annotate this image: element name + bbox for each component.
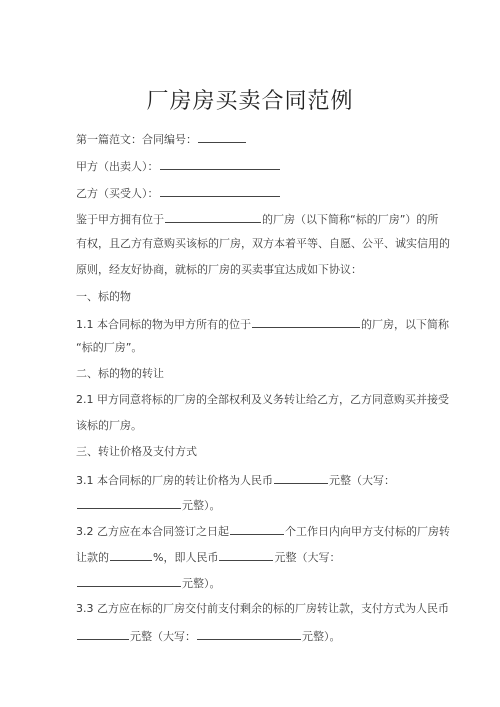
clause-3-1-text-c: 元整）。 <box>182 499 221 512</box>
page-title: 厂房房买卖合同范例 <box>146 89 354 114</box>
section-heading-1-text: 一、标的物 <box>76 290 131 303</box>
party-b-blank[interactable] <box>160 185 280 197</box>
clause-3-3-text-c: 元整）。 <box>302 630 341 643</box>
clause-3-2-text-e: 元整（大写： <box>274 551 341 564</box>
party-a-label: 甲方（出卖人）： <box>76 160 159 173</box>
clause-3-1-amount-words-blank[interactable] <box>77 497 181 509</box>
clause-1-1-text-b: 的厂房，以下简称 <box>361 318 449 331</box>
section-heading-1 <box>76 290 131 304</box>
clause-2-1-line-1 <box>76 393 449 407</box>
clause-1-1-line-1 <box>76 316 449 332</box>
clause-3-3-text-b: 元整（大写： <box>130 630 196 643</box>
clause-3-2-text-f: 元整）。 <box>182 577 221 590</box>
intro-text-1a: 鉴于甲方拥有位于 <box>76 213 164 226</box>
clause-1-1-line-2 <box>76 341 142 355</box>
contract-number-line <box>76 131 247 147</box>
clause-3-2-text-b: 个工作日内向甲方支付标的厂房转 <box>285 525 450 538</box>
contract-number-blank[interactable] <box>198 131 246 143</box>
intro-line-2 <box>76 237 450 251</box>
clause-3-3-amount-blank[interactable] <box>77 628 129 640</box>
party-b-label: 乙方（买受人）： <box>76 187 159 200</box>
clause-3-2-line-3 <box>76 575 221 591</box>
clause-3-3-amount-words-blank[interactable] <box>197 628 301 640</box>
clause-1-1-location-blank[interactable] <box>252 316 360 328</box>
clause-3-1-text-a: 3.1 本合同标的厂房的转让价格为人民币 <box>76 474 273 487</box>
party-a-line <box>76 158 281 174</box>
clause-1-1-text-a: 1.1 本合同标的物为甲方所有的位于 <box>76 318 251 331</box>
clause-3-2-percent-blank[interactable] <box>110 549 152 561</box>
contract-number-label: 第一篇范文：合同编号： <box>76 133 197 146</box>
clause-3-2-line-1 <box>76 523 450 539</box>
clause-3-2-text-c: 让款的 <box>76 551 109 564</box>
clause-3-2-days-blank[interactable] <box>230 523 284 535</box>
intro-text-1b: 的厂房（以下简称“标的厂房”）的所 <box>262 213 439 226</box>
clause-2-1-text-a: 2.1 甲方同意将标的厂房的全部权利及义务转让给乙方，乙方同意购买并接受 <box>76 393 449 406</box>
party-b-line <box>76 185 281 201</box>
intro-text-3: 原则，经友好协商，就标的厂房的买卖事宜达成如下协议： <box>76 263 362 276</box>
clause-3-2-text-d: %，即人民币 <box>153 551 219 564</box>
section-heading-2 <box>76 367 164 381</box>
location-blank[interactable] <box>165 211 261 223</box>
clause-2-1-line-2 <box>76 419 142 433</box>
clause-3-1-amount-blank[interactable] <box>274 472 328 484</box>
section-heading-3-text: 三、转让价格及支付方式 <box>76 445 197 458</box>
clause-3-2-text-a: 3.2 乙方应在本合同签订之日起 <box>76 525 229 538</box>
intro-line-3 <box>76 263 362 277</box>
clause-3-1-line-1 <box>76 472 395 488</box>
clause-3-3-line-2 <box>76 628 341 644</box>
clause-3-3-text-a: 3.3 乙方应在标的厂房交付前支付剩余的标的厂房转让款，支付方式为人民币 <box>76 602 449 615</box>
clause-3-2-line-2 <box>76 549 340 565</box>
clause-3-2-amount-words-blank[interactable] <box>77 575 181 587</box>
clause-3-1-text-b: 元整（大写： <box>329 474 395 487</box>
intro-line-1 <box>76 211 438 227</box>
clause-3-1-line-2 <box>76 497 221 513</box>
clause-3-2-amount-blank[interactable] <box>219 549 273 561</box>
clause-3-3-line-1 <box>76 602 449 616</box>
section-heading-3 <box>76 445 197 459</box>
section-heading-2-text: 二、标的物的转让 <box>76 367 164 380</box>
intro-text-2: 有权，且乙方有意购买该标的厂房，双方本着平等、自愿、公平、诚实信用的 <box>76 237 450 250</box>
clause-1-1-text-c: “标的厂房”。 <box>76 341 143 354</box>
clause-2-1-text-b: 该标的厂房。 <box>76 419 142 432</box>
party-a-blank[interactable] <box>160 158 280 170</box>
